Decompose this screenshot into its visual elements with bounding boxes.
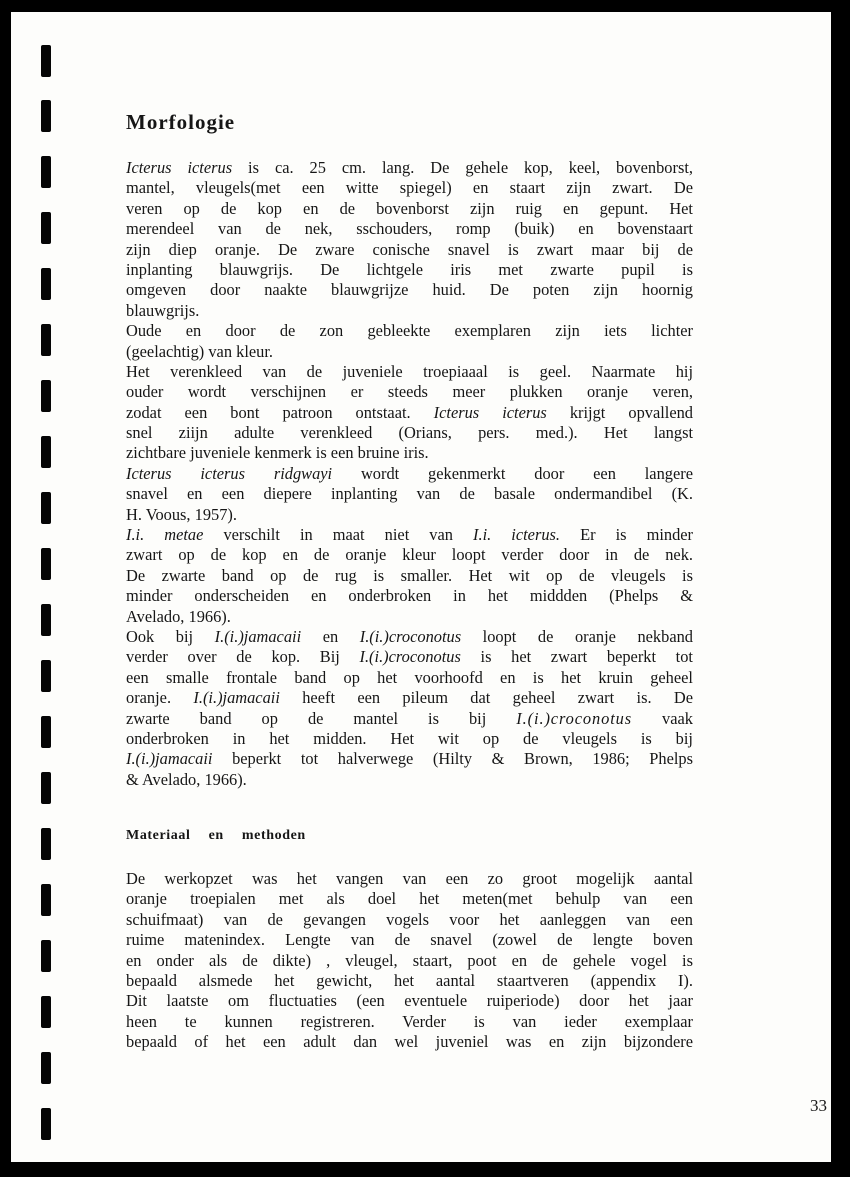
binding-hole	[41, 268, 51, 300]
binding-hole	[41, 324, 51, 356]
text-line	[126, 627, 693, 647]
text-run: (geelachtig) van kleur.	[126, 341, 273, 361]
italic-term: I.i. icterus.	[473, 525, 561, 545]
text-run: bepaald of het een adult dan wel juveniel was en zijn bijzondere	[126, 1032, 693, 1052]
text-line	[126, 199, 693, 219]
text-line	[126, 280, 693, 300]
binding-hole	[41, 996, 51, 1028]
binding-hole	[41, 828, 51, 860]
text-line	[126, 930, 693, 950]
binding-hole	[41, 604, 51, 636]
italic-term: I.(i.)jamacaii	[193, 688, 280, 708]
morphology-text	[126, 158, 693, 790]
text-run: snavel en een diepere inplanting van de basale ondermandibel (K.	[126, 484, 693, 504]
text-run: Er is minder	[560, 525, 693, 545]
text-line	[126, 749, 693, 769]
text-line	[126, 219, 693, 239]
text-run: minder onderscheiden en onderbroken in het middden (Phelps &	[126, 586, 693, 606]
text-line	[126, 647, 693, 667]
italic-term: I.(i.)jamacaii	[214, 626, 302, 646]
text-line	[126, 889, 693, 909]
binding-hole	[41, 380, 51, 412]
text-line	[126, 668, 693, 688]
text-run: Dit laatste om fluctuaties (een eventuele ruiperiode) door het jaar	[126, 991, 693, 1011]
text-line	[126, 321, 693, 341]
binding-hole	[41, 436, 51, 468]
text-run: Het verenkleed van de juveniele troepiaaal is geel. Naarmate hij	[126, 361, 693, 381]
text-line	[126, 991, 693, 1011]
text-run: schuifmaat) van de gevangen vogels voor het aanleggen van een	[126, 909, 693, 929]
text-run: krijgt opvallend	[546, 402, 693, 422]
text-run: oranje.	[126, 688, 194, 708]
binding-hole	[41, 716, 51, 748]
text-run: loopt de oranje nekband	[461, 626, 693, 646]
text-line	[126, 525, 693, 545]
text-line	[126, 505, 693, 525]
binding-hole	[41, 772, 51, 804]
text-run: & Avelado, 1966).	[126, 769, 247, 789]
text-line	[126, 260, 693, 280]
text-line	[126, 770, 693, 790]
text-run: zijn diep oranje. De zware conische snavel is zwart maar bij de	[126, 239, 693, 259]
text-run: zwart op de kop en de oranje kleur loopt verder door in de nek.	[126, 545, 693, 565]
text-run: Ook bij	[126, 626, 215, 646]
text-line	[126, 342, 693, 362]
text-run: ouder wordt verschijnen er steeds meer plukken oranje veren,	[126, 382, 693, 402]
text-run: zodat een bont patroon ontstaat.	[126, 402, 434, 422]
italic-term: Icterus icterus ridgwayi	[126, 463, 333, 483]
text-line	[126, 301, 693, 321]
methods-text	[126, 869, 693, 1053]
subsection-title: Materiaal en methoden	[126, 828, 306, 843]
text-run: wordt gekenmerkt door een langere	[332, 463, 693, 483]
text-run: verder over de kop. Bij	[126, 647, 360, 667]
binding-hole	[41, 1052, 51, 1084]
binding-hole	[41, 940, 51, 972]
text-line	[126, 403, 693, 423]
italic-term: I.(i.)croconotus	[359, 626, 462, 646]
text-line	[126, 423, 693, 443]
text-run: omgeven door naakte blauwgrijze huid. De poten zijn hoornig	[126, 280, 693, 300]
text-run: merendeel van de nek, sschouders, romp (buik) en bovenstaart	[126, 219, 693, 239]
text-run: heen te kunnen registreren. Verder is van ieder exemplaar	[126, 1011, 693, 1031]
italic-term: I.i. metae	[126, 525, 204, 545]
text-run: mantel, vleugels(met een witte spiegel) en staart zijn zwart. De	[126, 178, 693, 198]
text-run: is ca. 25 cm. lang. De gehele kop, keel, bovenborst,	[232, 158, 693, 177]
text-line	[126, 910, 693, 930]
binding-hole	[41, 212, 51, 244]
italic-term: Icterus icterus	[126, 158, 233, 177]
binding-hole	[41, 884, 51, 916]
text-line	[126, 1012, 693, 1032]
binding-hole	[41, 1108, 51, 1140]
text-run: De werkopzet was het vangen van een zo groot mogelijk aantal	[126, 869, 693, 888]
text-run: verschilt in maat niet van	[203, 525, 474, 545]
text-run: blauwgrijs.	[126, 300, 200, 320]
text-run: Avelado, 1966).	[126, 606, 231, 626]
binding-hole	[41, 45, 51, 77]
text-line	[126, 709, 693, 729]
binding-hole	[41, 156, 51, 188]
text-run: oranje troepialen met als doel het meten(met behulp van een	[126, 889, 693, 909]
text-line	[126, 1032, 693, 1052]
text-run: Oude en door de zon gebleekte exemplaren zijn iets lichter	[126, 321, 693, 341]
text-run: zwarte band op de mantel is bij	[126, 708, 517, 728]
text-run: veren op de kop en de bovenborst zijn ruig en gepunt. Het	[126, 198, 693, 218]
text-line	[126, 688, 693, 708]
binding-hole	[41, 548, 51, 580]
text-line	[126, 971, 693, 991]
binding-hole	[41, 660, 51, 692]
text-run: en	[301, 626, 360, 646]
binding-hole	[41, 100, 51, 132]
binding-hole	[41, 492, 51, 524]
page-number: 33	[810, 1096, 827, 1115]
text-run: beperkt tot halverwege (Hilty & Brown, 1986; Phelps	[212, 749, 693, 769]
text-line	[126, 566, 693, 586]
text-run: heeft een pileum dat geheel zwart is. De	[279, 688, 693, 708]
text-line	[126, 158, 693, 178]
italic-term: I.(i.)croconotus	[516, 708, 633, 728]
text-line	[126, 729, 693, 749]
text-line	[126, 240, 693, 260]
text-run: De zwarte band op de rug is smaller. Het wit op de vleugels is	[126, 565, 693, 585]
italic-term: I.(i.)croconotus	[359, 647, 461, 667]
text-run: ruime matenindex. Lengte van de snavel (zowel de lengte boven	[126, 930, 693, 950]
text-run: is het zwart beperkt tot	[460, 647, 693, 667]
text-line	[126, 382, 693, 402]
text-line	[126, 869, 693, 889]
text-run: en onder als de dikte) , vleugel, staart, poot en de gehele vogel is	[126, 950, 693, 970]
text-run: H. Voous, 1957).	[126, 504, 237, 524]
text-run: een smalle frontale band op het voorhoofd en is het kruin geheel	[126, 667, 693, 687]
text-line	[126, 178, 693, 198]
text-line	[126, 362, 693, 382]
text-line	[126, 443, 693, 463]
text-line	[126, 607, 693, 627]
text-run: vaak	[632, 708, 693, 728]
italic-term: Icterus icterus	[433, 402, 547, 422]
text-line	[126, 586, 693, 606]
text-run: onderbroken in het midden. Het wit op de vleugels is bij	[126, 728, 693, 748]
text-line	[126, 484, 693, 504]
text-run: snel ziijn adulte verenkleed (Orians, pers. med.). Het langst	[126, 423, 693, 443]
text-run: inplanting blauwgrijs. De lichtgele iris met zwarte pupil is	[126, 259, 693, 279]
text-line	[126, 545, 693, 565]
section-title: Morfologie	[126, 110, 236, 134]
text-run: zichtbare juveniele kenmerk is een bruine iris.	[126, 443, 429, 463]
text-line	[126, 951, 693, 971]
text-run: bepaald alsmede het gewicht, het aantal staartveren (appendix I).	[126, 970, 693, 990]
italic-term: I.(i.)jamacaii	[126, 749, 213, 769]
text-line	[126, 464, 693, 484]
